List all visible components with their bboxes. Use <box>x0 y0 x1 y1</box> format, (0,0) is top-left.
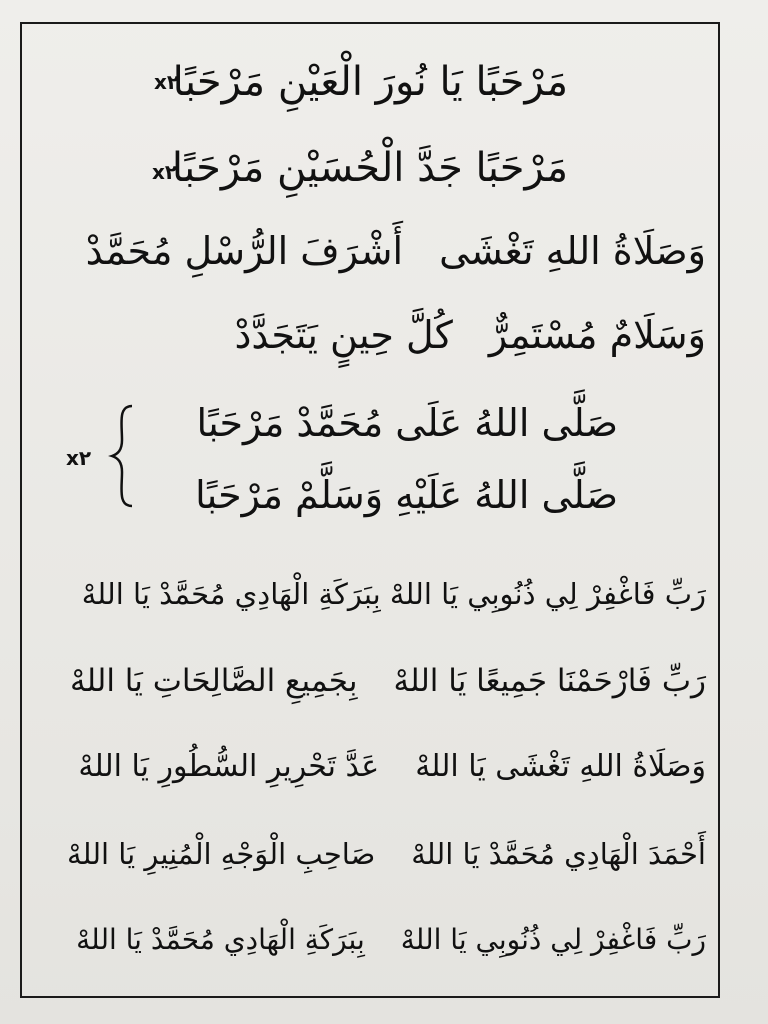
verse-text: رَبِّ فَاغْفِرْ لِي ذُنُوبِي يَا اللهْ بِبَرَكَةِ الْهَادِي مُحَمَّدْ يَا اللهْ <box>81 577 706 611</box>
verse-right-hemistich: وَصَلَاةُ اللهِ تَغْشَى <box>439 229 706 273</box>
verse-left-hemistich: صَاحِبِ الْوَجْهِ الْمُنِيرِ يَا اللهْ <box>67 837 376 871</box>
verse-line-9 <box>78 749 706 784</box>
verse-left-hemistich: أَشْرَفَ الرُّسْلِ مُحَمَّدْ <box>85 229 404 273</box>
verse-line-11 <box>76 923 706 956</box>
verse-left-hemistich: بِبَرَكَةِ الْهَادِي مُحَمَّدْ يَا اللهْ <box>76 923 365 956</box>
verse-right-hemistich: وَسَلَامٌ مُسْتَمِرٌّ <box>488 313 706 357</box>
verse-left-hemistich: كُلَّ حِينٍ يَتَجَدَّدْ <box>234 313 453 357</box>
verse-text: مَرْحَبًا جَدَّ الْحُسَيْنِ مَرْحَبًا <box>171 145 568 191</box>
verse-right-hemistich: رَبِّ فَاغْفِرْ لِي ذُنُوبِي يَا اللهْ <box>400 923 706 956</box>
verse-line-6 <box>195 473 618 517</box>
verse-left-hemistich: بِجَمِيعِ الصَّالِحَاتِ يَا اللهْ <box>69 663 358 699</box>
repeat-mark: x٢ <box>154 70 180 94</box>
verse-line-8 <box>69 663 706 699</box>
verse-text: مَرْحَبًا يَا نُورَ الْعَيْنِ مَرْحَبًا <box>172 59 568 105</box>
verse-line-7 <box>81 577 706 611</box>
verse-line-4 <box>234 313 707 357</box>
verse-line-10 <box>67 837 706 871</box>
verse-text: صَلَّى اللهُ عَلَيْهِ وَسَلَّمْ مَرْحَبًا <box>195 473 618 517</box>
verse-text: صَلَّى اللهُ عَلَى مُحَمَّدْ مَرْحَبًا <box>196 401 618 445</box>
repeat-mark: x٢ <box>66 446 92 470</box>
verse-right-hemistich: رَبِّ فَارْحَمْنَا جَمِيعًا يَا اللهْ <box>393 663 706 699</box>
curly-brace-icon <box>108 404 138 508</box>
verse-line-5 <box>196 401 618 445</box>
verse-right-hemistich: أَحْمَدَ الْهَادِي مُحَمَّدْ يَا اللهْ <box>411 837 706 871</box>
verse-right-hemistich: وَصَلَاةُ اللهِ تَغْشَى يَا اللهْ <box>415 749 706 784</box>
verse-left-hemistich: عَدَّ تَحْرِيرِ السُّطُورِ يَا اللهْ <box>78 749 380 784</box>
verse-line-2 <box>171 145 568 191</box>
verse-line-3 <box>85 229 706 273</box>
verse-line-1 <box>172 59 568 105</box>
repeat-mark: x٢ <box>152 160 178 184</box>
